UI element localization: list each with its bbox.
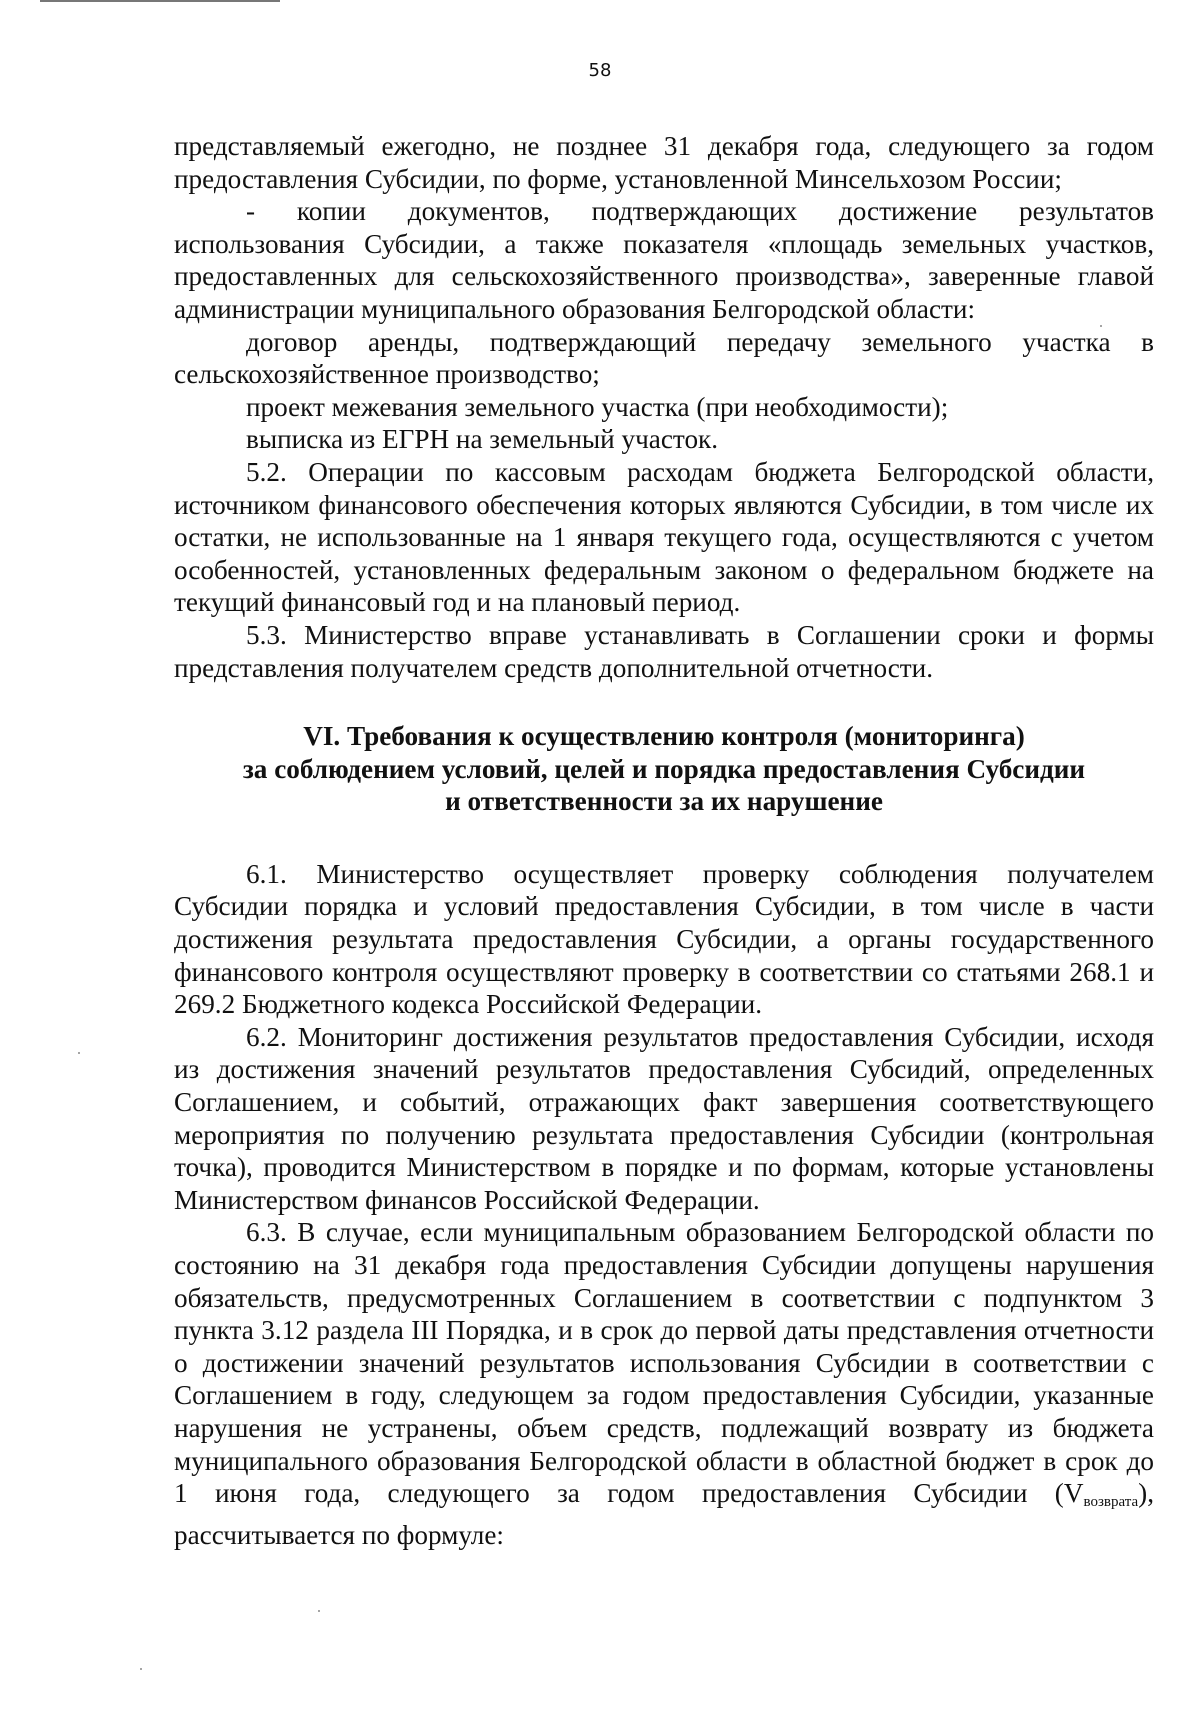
v-subscript: возврата (1083, 1494, 1139, 1511)
section-5-paragraph: 5.2. Операции по кассовым расходам бюджета Белгородской области, источником финансового обеспечения которых являются Субсидии, в том числе их остатки, не использованные на 1 января текущего года, осуществляются с учетом особенностей, установленных федеральным законом о федеральном бюджете на текущий финансовый год и на плановый период. (174, 456, 1154, 618)
section-heading (174, 720, 1154, 818)
section-6-paragraph: 6.1. Министерство осуществляет проверку соблюдения получателем Субсидии порядка и условий предоставления Субсидии, в том числе в части достижения результата предоставления Субсидии, а органы государственного финансового контроля осуществляют проверку в соответствии со статьями 268.1 и 269.2 Бюджетного кодекса Российской Федерации. (174, 858, 1154, 1020)
paragraph-6-3-tail: ), рассчитывается по формуле: (174, 1478, 1154, 1550)
section-5-paragraph: 5.3. Министерство вправе устанавливать в Соглашении сроки и формы представления получателем средств дополнительной отчетности. (174, 619, 1154, 683)
page-number: 58 (588, 60, 612, 81)
scan-speck (140, 1668, 142, 1670)
heading-line-2: за соблюдением условий, целей и порядка предоставления Субсидии (242, 753, 1086, 784)
section-5-paragraph: - копии документов, подтверждающих достижение результатов использования Субсидии, а также показателя «площадь земельных участков, предоставленных для сельскохозяйственного производства», заверенные главой администрации муниципального образования Белгородской области: (174, 196, 1154, 324)
heading-line-1: VI. Требования к осуществлению контроля (мониторинга) (303, 721, 1025, 752)
paragraph-6-3 (174, 1216, 1154, 1551)
paragraph-6-3-text: 6.3. В случае, если муниципальным образованием Белгородской области по состоянию на 31 декабря года предоставления Субсидии допущены нарушения обязательств, предусмотренных Соглашением в соответствии с подпунктом 3 пункта 3.12 раздела III Порядка, и в срок до первой даты представления отчетности о достижении значений результатов использования Субсидии в соответствии с Соглашением в году, следующем за годом предоставления Субсидии, указанные нарушения не устранены, объем средств, подлежащий возврату из бюджета муниципального образования Белгородской области в областной бюджет в срок до 1 июня года, следующего за годом предоставления Субсидии (V (174, 1217, 1154, 1509)
scan-speck (1100, 325, 1102, 327)
page-body (174, 130, 1154, 1551)
scan-speck (78, 1052, 80, 1054)
heading-line-3: и ответственности за их нарушение (445, 786, 883, 817)
section-6-paragraph: 6.2. Мониторинг достижения результатов предоставления Субсидии, исходя из достижения значений результатов предоставления Субсидий, определенных Соглашением, и событий, отражающих факт завершения соответствующего мероприятия по получению результата предоставления Субсидии (контрольная точка), проводится Министерством в порядке и по формам, которые установлены Министерством финансов Российской Федерации. (174, 1021, 1154, 1215)
section-6-paragraphs (174, 858, 1154, 1217)
section-5-paragraph: договор аренды, подтверждающий передачу земельного участка в сельскохозяйственное производство; (174, 326, 1154, 390)
scan-speck (318, 1610, 320, 1612)
scan-edge-line (40, 0, 280, 2)
section-5-paragraph: проект межевания земельного участка (при необходимости); (246, 391, 949, 422)
section-5-paragraphs (174, 130, 1154, 684)
section-5-paragraph: выписка из ЕГРН на земельный участок. (246, 424, 719, 455)
section-5-paragraph: представляемый ежегодно, не позднее 31 декабря года, следующего за годом предоставления Субсидии, по форме, установленной Минсельхозом России; (174, 131, 1154, 194)
